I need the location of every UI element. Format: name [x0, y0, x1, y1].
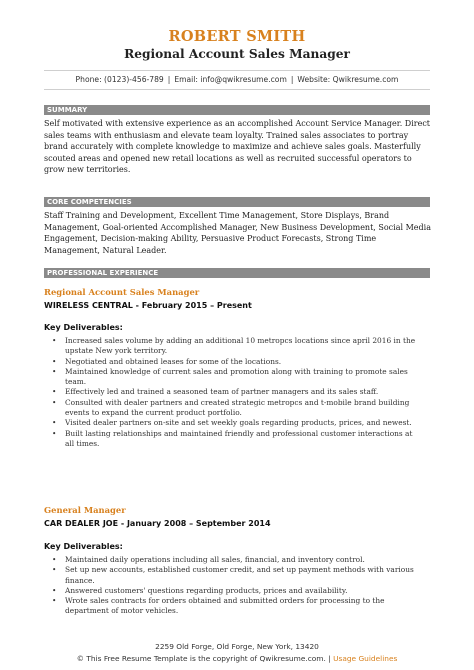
summary-text: Self motivated with extensive experience as an accomplished Account Service Manager. Direct sales teams with enthusiasm and elevate team loyalty. Trained sales associates to portray brand accurately with complete knowledge to maximize and achieve sales goals. Masterfully scouted areas and opened new retail locations as well as recruited successful operators to grow new territories.: [44, 119, 431, 174]
bullet-icon: •: [52, 387, 57, 397]
list-item: • Increased sales volume by adding an additional 10 metropcs locations since april 2016 in the upstate New york territory.: [52, 336, 416, 356]
summary-heading: SUMMARY: [44, 105, 430, 115]
usage-guidelines-link[interactable]: Usage Guidelines: [333, 654, 398, 663]
job-role: General Manager: [44, 505, 126, 515]
list-item: • Built lasting relationships and maintained friendly and professional customer interactions at all times.: [52, 428, 413, 448]
bullet-icon: •: [52, 366, 57, 376]
competencies-heading: CORE COMPETENCIES: [44, 197, 430, 207]
contact-email: Email: info@qwikresume.com: [174, 75, 287, 84]
contact-phone: Phone: (0123)-456-789: [75, 75, 164, 84]
list-item: • Effectively led and trained a seasoned team of partner managers and its sales staff.: [52, 387, 379, 397]
list-item: • Set up new accounts, established customer credit, and set up payment methods with various finance.: [52, 565, 414, 585]
list-item: • Maintained daily operations including all sales, financial, and inventory control.: [52, 555, 365, 564]
bullet-icon: •: [52, 585, 57, 595]
contact-separator: |: [167, 75, 171, 84]
candidate-title: Regional Account Sales Manager: [124, 47, 350, 61]
contact-separator: |: [290, 75, 294, 84]
bullet-icon: •: [52, 555, 57, 564]
key-deliverables-label: Key Deliverables:: [44, 323, 123, 332]
footer-address: 2259 Old Forge, Old Forge, New York, 13420: [155, 642, 319, 651]
job-company: CAR DEALER JOE - January 2008 – September 2014: [44, 519, 271, 528]
key-deliverables-label: Key Deliverables:: [44, 542, 123, 551]
bullet-icon: •: [52, 397, 57, 407]
contact-bar: [44, 70, 430, 90]
footer-copyright: © This Free Resume Template is the copyright of Qwikresume.com.: [76, 654, 326, 663]
competencies-text: Staff Training and Development, Excellent Time Management, Store Displays, Brand Management, Goal-oriented Accomplished Manager, New Business Development, Social Media Engagement, Decision-making Ability, Persuasive Product Forecasts, Strong Time Management, Natural Leader.: [44, 211, 431, 255]
footer-separator: |: [328, 654, 331, 663]
bullet-icon: •: [52, 596, 57, 606]
list-item: • Negotiated and obtained leases for some of the locations.: [52, 356, 282, 366]
bullet-icon: •: [52, 418, 57, 428]
candidate-name: ROBERT SMITH: [168, 28, 306, 45]
list-item: • Wrote sales contracts for orders obtained and submitted orders for processing to the department of motor vehicles.: [52, 596, 385, 616]
bullet-icon: •: [52, 336, 57, 345]
bullet-icon: •: [52, 356, 57, 366]
job-bullets: [52, 555, 422, 617]
bullet-icon: •: [52, 428, 57, 438]
list-item: • Maintained knowledge of current sales and promotion along with training to promote sales team.: [52, 366, 408, 387]
list-item: • Visited dealer partners on-site and set weekly goals regarding products, prices, and newest.: [52, 418, 412, 428]
bullet-icon: •: [52, 565, 57, 575]
job-company: WIRELESS CENTRAL - February 2015 – Present: [44, 301, 252, 310]
experience-heading: PROFESSIONAL EXPERIENCE: [44, 268, 430, 278]
list-item: • Consulted with dealer partners and created strategic metropcs and t-mobile brand building events to expand the current product portfolio.: [52, 397, 410, 418]
job-bullets: [52, 336, 422, 449]
contact-website: Website: Qwikresume.com: [297, 75, 399, 84]
job-role: Regional Account Sales Manager: [44, 287, 200, 297]
list-item: • Answered customers' questions regarding products, prices and availability.: [52, 585, 348, 595]
footer-copyright-line: [0, 654, 474, 663]
